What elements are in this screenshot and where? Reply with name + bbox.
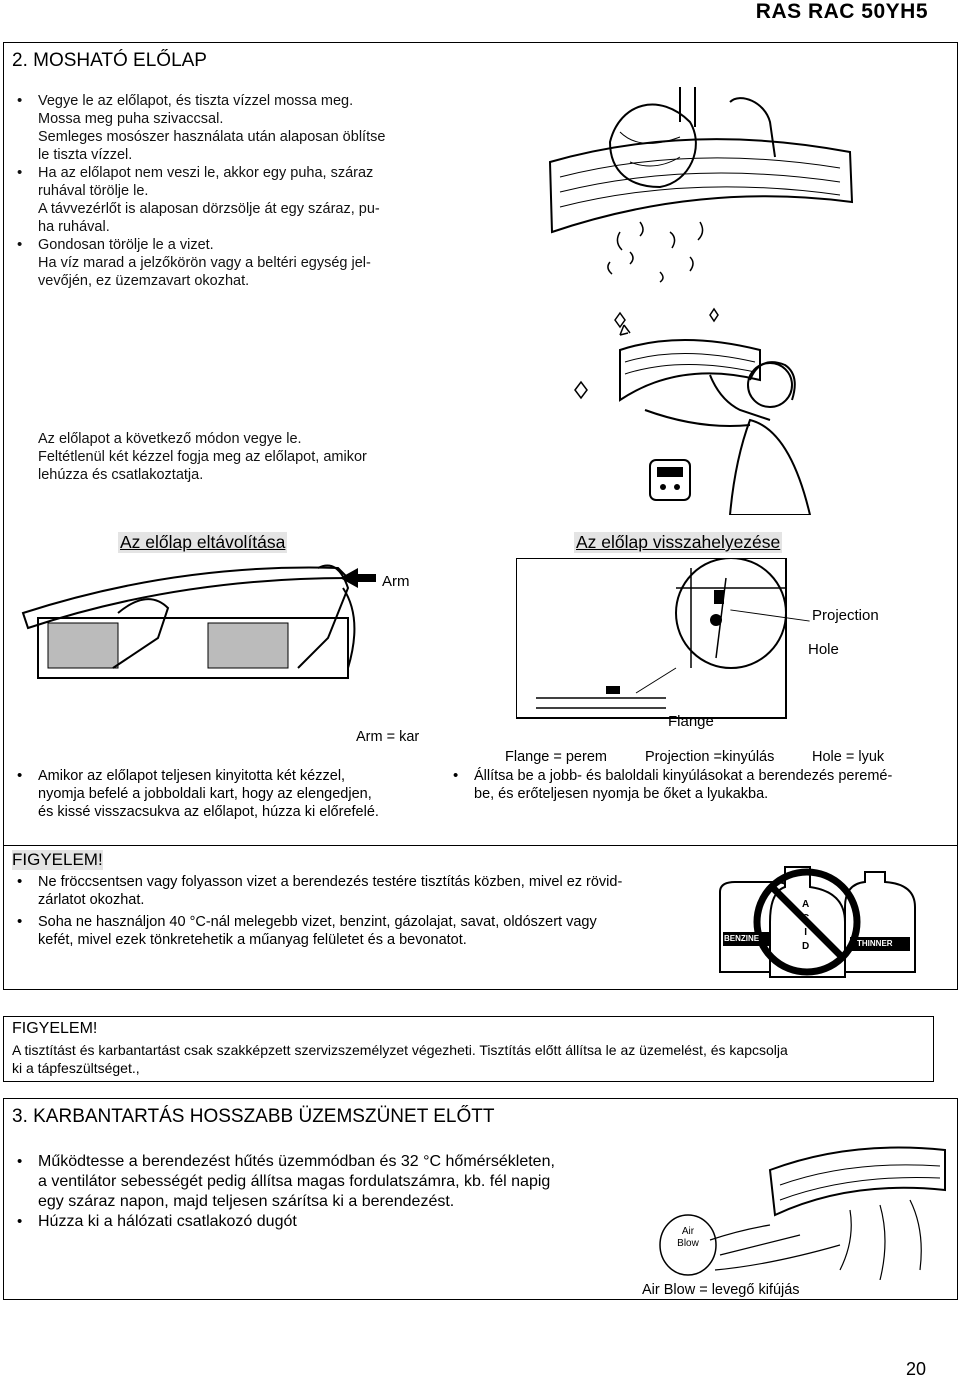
projection-label: Projection xyxy=(812,607,879,624)
arm-label: Arm xyxy=(382,573,410,590)
bullet-item: • Állítsa be a jobb- és baloldali kinyúlásokat a berendezés peremé- be, és erőteljesen nyomja be őket a lyukakba. xyxy=(446,767,951,803)
hole-legend: Hole = lyuk xyxy=(812,749,885,765)
warning-title: FIGYELEM! xyxy=(12,850,103,869)
caption-remove-front-panel: Az előlap eltávolítása xyxy=(120,532,286,552)
bullet-item: • Ne fröccsentsen vagy folyasson vizet a berendezés testére tisztítás közben, mivel ez rövid- zárlatot okozhat. xyxy=(10,873,700,909)
service-notice-text: A tisztítást és karbantartást csak szakképzett szervizszemélyzet végezheti. Tisztítás előtt állítsa le az üzemelést, és kapcsolja ki a tápfeszültséget., xyxy=(12,1042,788,1076)
warning-bullet-list xyxy=(10,873,700,949)
woman-cleaning-illustration xyxy=(560,300,820,515)
section-2-title: 2. MOSHATÓ ELŐLAP xyxy=(12,50,207,71)
caption-replace-front-panel: Az előlap visszahelyezése xyxy=(576,532,781,552)
arm-legend: Arm = kar xyxy=(356,729,420,745)
air-blow-legend: Air Blow = levegő kifújás xyxy=(642,1282,800,1298)
washing-unit-illustration xyxy=(540,82,860,292)
panel-replacement-illustration xyxy=(516,558,796,728)
bullet-item: • Vegye le az előlapot, és tiszta vízzel mossa meg. Mossa meg puha szivaccsal. Semleges mosószer használata után alaposan öblítse le tiszta vízzel. xyxy=(10,92,450,164)
service-notice-title: FIGYELEM! xyxy=(12,1020,98,1037)
removal-instruction xyxy=(10,767,450,821)
page-number: 20 xyxy=(906,1359,927,1379)
air-blow-illustration xyxy=(650,1130,950,1280)
bullet-item: • Húzza ki a hálózati csatlakozó dugót xyxy=(10,1212,640,1232)
bullet-item: • Soha ne használjon 40 °C-nál melegebb vizet, benzint, gázolajat, savat, oldószert vagy kefét, mivel ezek tönkretehetik a műanyag felületet és a bevonatot. xyxy=(10,913,700,949)
acid-label: A C I D xyxy=(802,899,810,952)
no-chemicals-illustration xyxy=(715,852,920,982)
bullet-item: • Amikor az előlapot teljesen kinyitotta két kézzel, nyomja befelé a jobboldali kart, hogy az elengedjen, és kissé visszacsukva az előlapot, húzza ki előrefelé. xyxy=(10,767,450,821)
flange-legend: Flange = perem xyxy=(505,749,607,765)
bottle-label-thinner: THINNER xyxy=(857,939,893,948)
replacement-instruction xyxy=(446,767,951,803)
flange-label: Flange xyxy=(668,713,714,730)
air-blow-bubble-label: Air Blow xyxy=(677,1226,699,1249)
document-model-header: RAS RAC 50YH5 xyxy=(755,0,928,23)
removal-note: Az előlapot a következő módon vegye le. Feltétlenül két kézzel fogja meg az előlapot, amikor lehúzza és csatlakoztatja. xyxy=(38,431,367,483)
bullet-item: • Gondosan törölje le a vizet. Ha víz marad a jelzőkörön vagy a beltéri egység jel- vevőjén, ez üzemzavart okozhat. xyxy=(10,236,450,290)
bottle-label-benzine: BENZINE xyxy=(724,934,760,943)
bullet-item: • Ha az előlapot nem veszi le, akkor egy puha, száraz ruhával törölje le. A távvezérlőt is alaposan dörzsölje át egy száraz, pu- ha ruhával. xyxy=(10,164,450,236)
section-3-bullet-list xyxy=(10,1152,640,1232)
bullet-item: • Működtesse a berendezést hűtés üzemmódban és 32 °C hőmérsékleten, a ventilátor sebességét pedig állítsa magas fordulatszámra, kb. fél napig egy száraz napon, majd teljesen szárítsa ki a berendezést. xyxy=(10,1152,640,1212)
projection-legend: Projection =kinyúlás xyxy=(645,749,775,765)
section-3-title: 3. KARBANTARTÁS HOSSZABB ÜZEMSZÜNET ELŐTT xyxy=(12,1106,495,1127)
hole-label: Hole xyxy=(808,641,839,658)
section-2-bullet-list xyxy=(10,92,450,290)
